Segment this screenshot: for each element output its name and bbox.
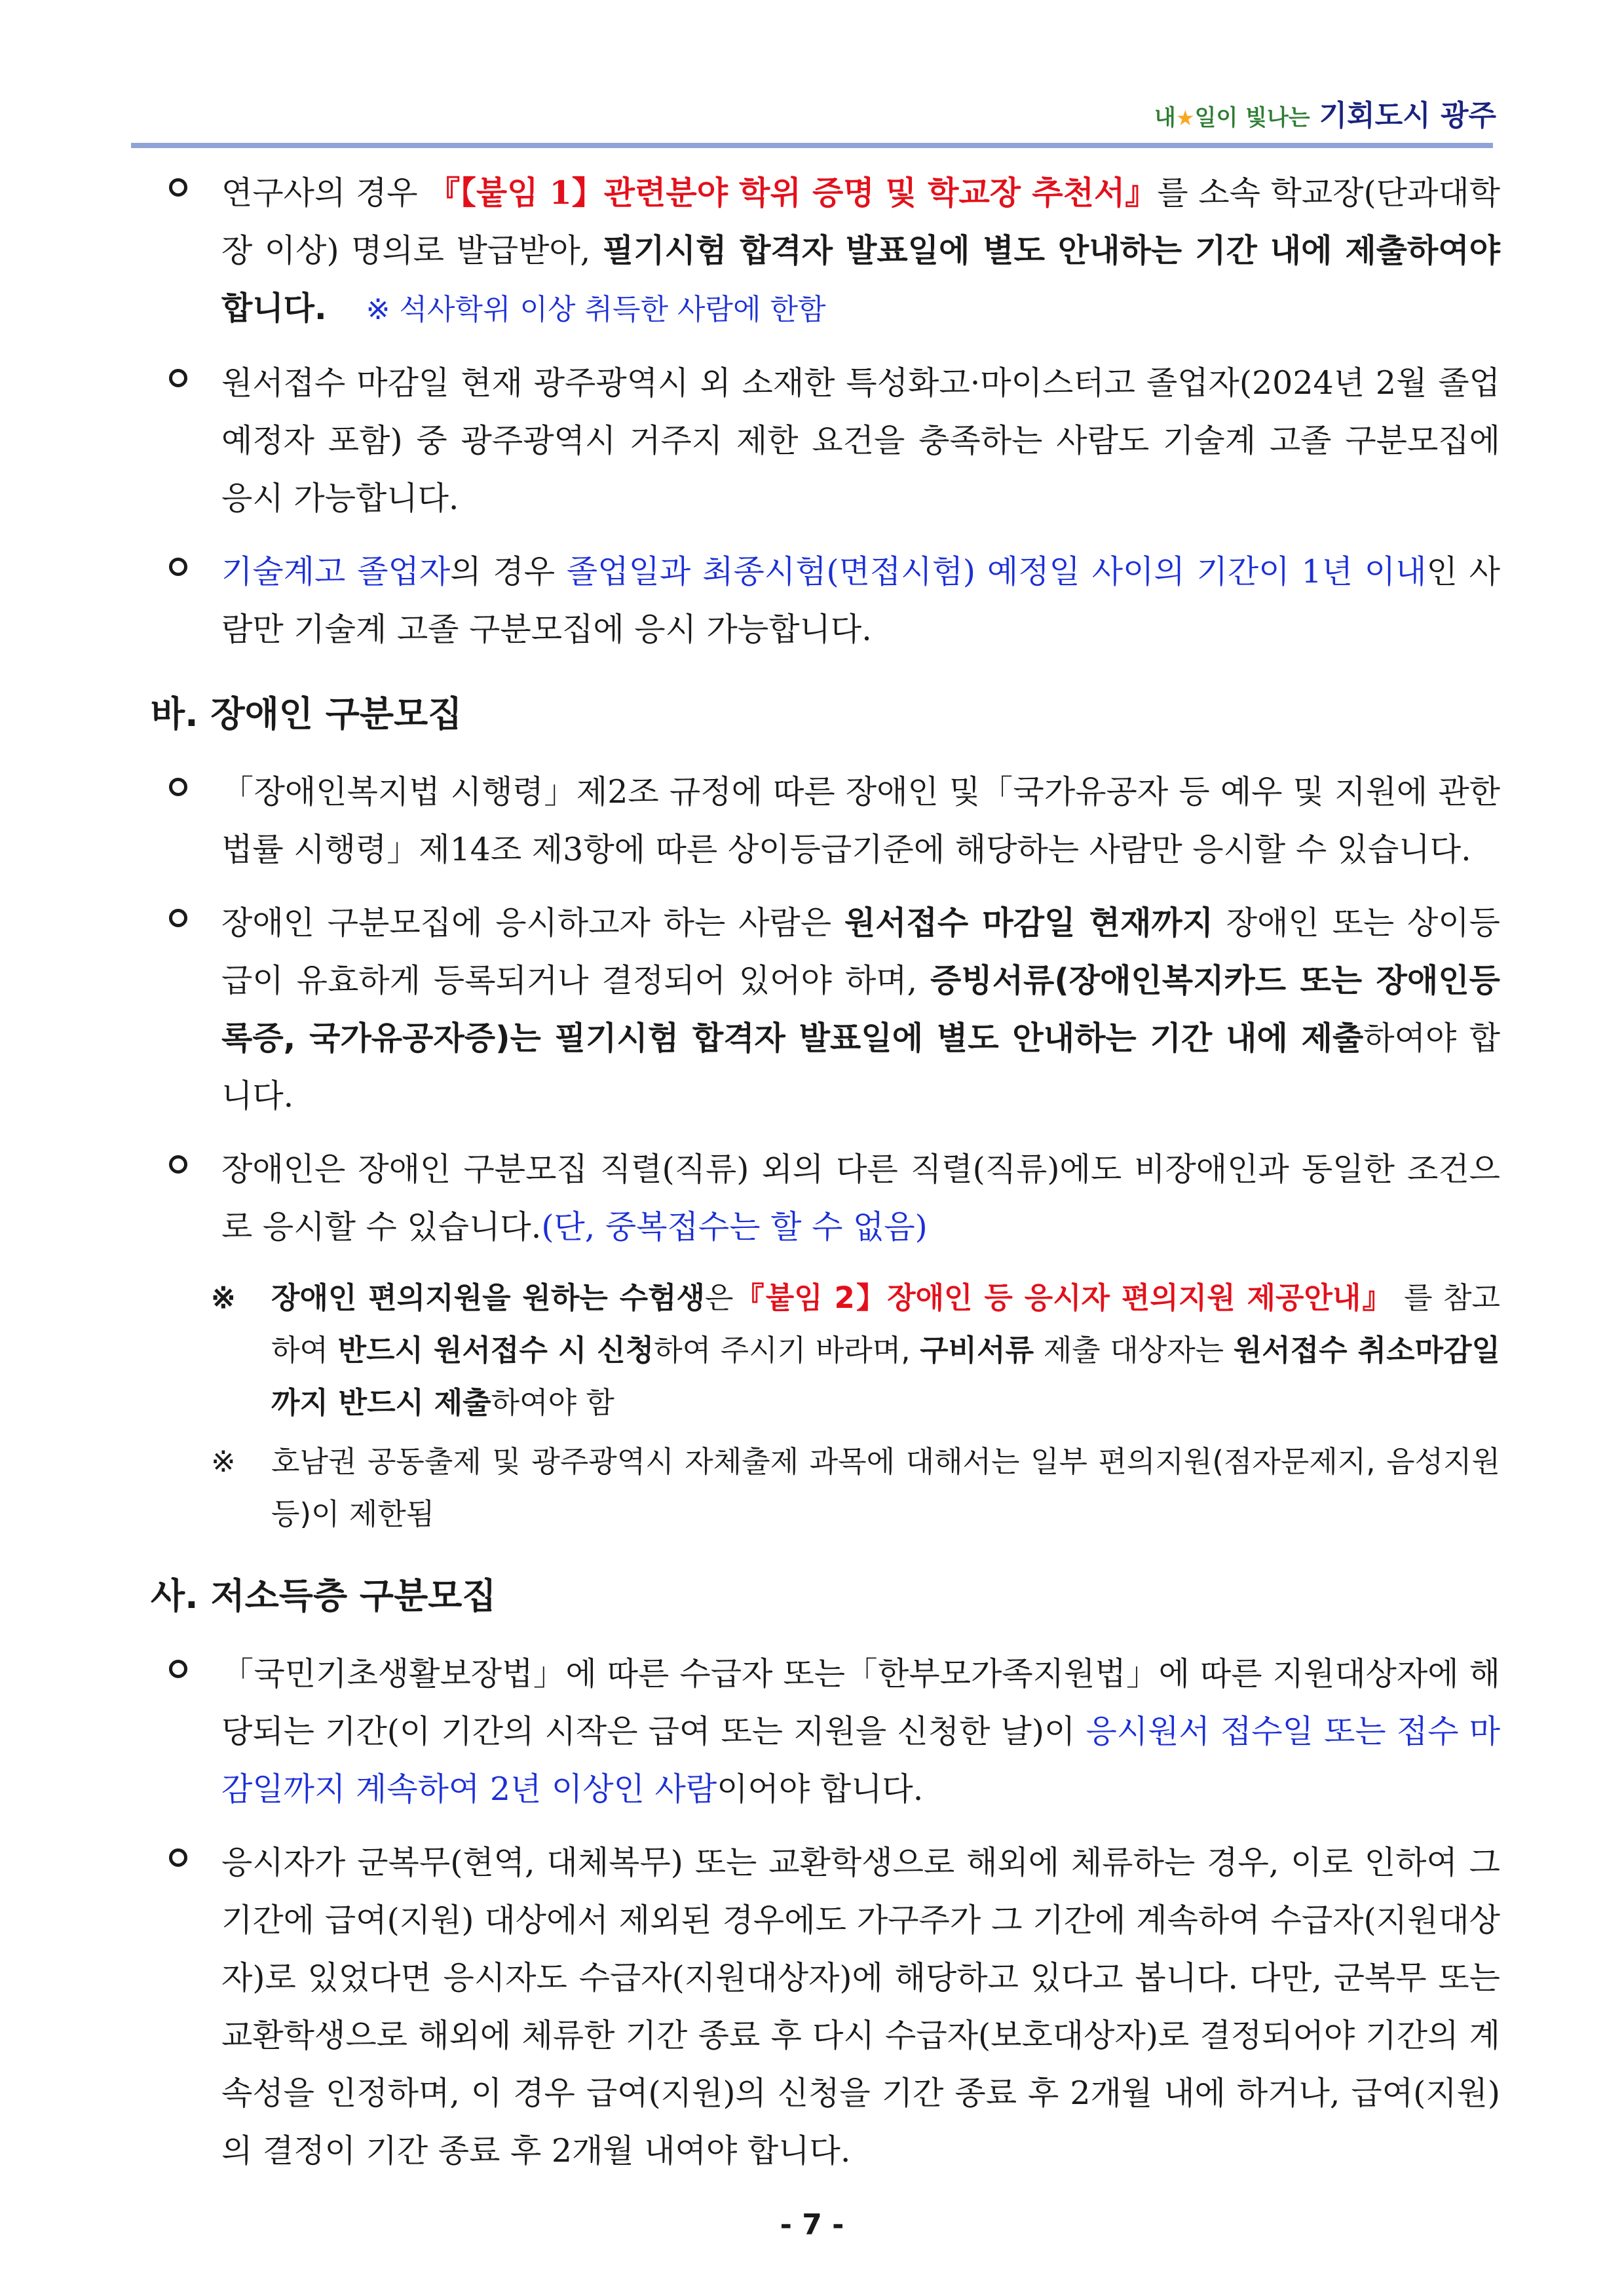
note-accommodation-text: 장애인 편의지원을 원하는 수험생은『붙임 2】장애인 등 응시자 편의지원 제공안내』 를 참고하여 반드시 원서접수 시 신청하여 주시기 바라며, 구비서류 제출 대상자는 원서접수 취소마감일까지 반드시 제출하여야 함	[271, 1280, 1500, 1420]
paragraph-military-abroad: 응시자가 군복무(현역, 대체복무) 또는 교환학생으로 해외에 체류하는 경우, 이로 인하여 그 기간에 급여(지원) 대상에서 제외된 경우에도 가구주가 그 기간에 계속하여 수급자(지원대상자)로 있었다면 응시자도 수급자(지원대상자)에 해당하고 있다고 봅니다. 다만, 군복무 또는 교환학생으로 해외에 체류한 기간 종료 후 다시 수급자(보호대상자)로 결정되어야 기간의 계속성을 인정하며, 이 경우 급여(지원)의 신청을 기간 종료 후 2개월 내에 하거나, 급여(지원)의 결정이 기간 종료 후 2개월 내여야 합니다.	[221, 1844, 1500, 2170]
bullet-paragraph	[157, 1141, 1500, 1256]
paragraph-low-income-eligibility: 「국민기초생활보장법」에 따른 수급자 또는「한부모가족지원법」에 따른 지원대상자에 해당되는 기간(이 기간의 시작은 급여 또는 지원을 신청한 날)이 응시원서 접수일 또는 접수 마감일까지 계속하여 2년 이상인 사람이어야 합니다.	[221, 1655, 1501, 1808]
circle-bullet-icon	[169, 1848, 187, 1867]
paragraph-disabled-law: 「장애인복지법 시행령」제2조 규정에 따른 장애인 및「국가유공자 등 예우 및 지원에 관한 법률 시행령」제14조 제3항에 따른 상이등급기준에 해당하는 사람만 응시할 수 있습니다.	[221, 773, 1500, 868]
note-accommodation	[211, 1272, 1500, 1429]
section-title-disabled: 바. 장애인 구분모집	[151, 693, 463, 735]
paragraph-outside-graduates: 원서접수 마감일 현재 광주광역시 외 소재한 특성화고·마이스터고 졸업자(2024년 2월 졸업예정자 포함) 중 광주광역시 거주지 제한 요건을 충족하는 사람도 기술계 고졸 구분모집에 응시 가능합니다.	[221, 364, 1500, 517]
document-body	[151, 164, 1501, 2196]
bullet-paragraph	[157, 763, 1500, 879]
reference-mark: ※	[211, 1280, 236, 1315]
circle-bullet-icon	[169, 909, 187, 927]
logo-slogan: 내★일이 빛나는	[1154, 105, 1310, 131]
bullet-paragraph	[157, 894, 1500, 1125]
section-title-low-income: 사. 저소득층 구분모집	[151, 1575, 497, 1617]
bullet-paragraph	[157, 1834, 1500, 2180]
bullet-paragraph	[157, 543, 1500, 659]
bullet-paragraph	[157, 164, 1500, 339]
paragraph-researcher: 연구사의 경우 『【붙임 1】관련분야 학위 증명 및 학교장 추천서』를 소속 학교장(단과대학장 이상) 명의로 발급받아, 필기시험 합격자 발표일에 별도 안내하는 기간 내에 제출하여야 합니다. ※ 석사학위 이상 취득한 사람에 한함	[221, 174, 1501, 327]
bullet-paragraph	[157, 1645, 1500, 1818]
page-number: - 7 -	[780, 2208, 844, 2242]
logo-city: 기회도시 광주	[1319, 99, 1496, 132]
paragraph-disabled-registration: 장애인 구분모집에 응시하고자 하는 사람은 원서접수 마감일 현재까지 장애인 또는 상이등급이 유효하게 등록되거나 결정되어 있어야 하며, 증빙서류(장애인복지카드 또는 장애인등록증, 국가유공자증)는 필기시험 합격자 발표일에 별도 안내하는 기간 내에 제출하여야 합니다.	[221, 904, 1500, 1115]
header-logo	[1154, 92, 1496, 134]
note-restriction-text: 호남권 공동출제 및 광주광역시 자체출제 과목에 대해서는 일부 편의지원(점자문제지, 음성지원 등)이 제한됨	[271, 1444, 1500, 1531]
circle-bullet-icon	[169, 1660, 187, 1678]
paragraph-disabled-other: 장애인은 장애인 구분모집 직렬(직류) 외의 다른 직렬(직류)에도 비장애인과 동일한 조건으로 응시할 수 있습니다.(단, 중복접수는 할 수 없음)	[221, 1151, 1500, 1246]
bullet-paragraph	[157, 354, 1500, 527]
reference-mark: ※	[211, 1444, 236, 1479]
header-divider	[131, 143, 1493, 148]
circle-bullet-icon	[169, 778, 187, 796]
note-restriction	[211, 1436, 1500, 1540]
circle-bullet-icon	[169, 178, 187, 197]
paragraph-tech-graduates: 기술계고 졸업자의 경우 졸업일과 최종시험(면접시험) 예정일 사이의 기간이 1년 이내인 사람만 기술계 고졸 구분모집에 응시 가능합니다.	[221, 553, 1501, 648]
circle-bullet-icon	[169, 1155, 187, 1174]
star-icon: ★	[1175, 105, 1195, 130]
circle-bullet-icon	[169, 558, 187, 576]
circle-bullet-icon	[169, 369, 187, 387]
